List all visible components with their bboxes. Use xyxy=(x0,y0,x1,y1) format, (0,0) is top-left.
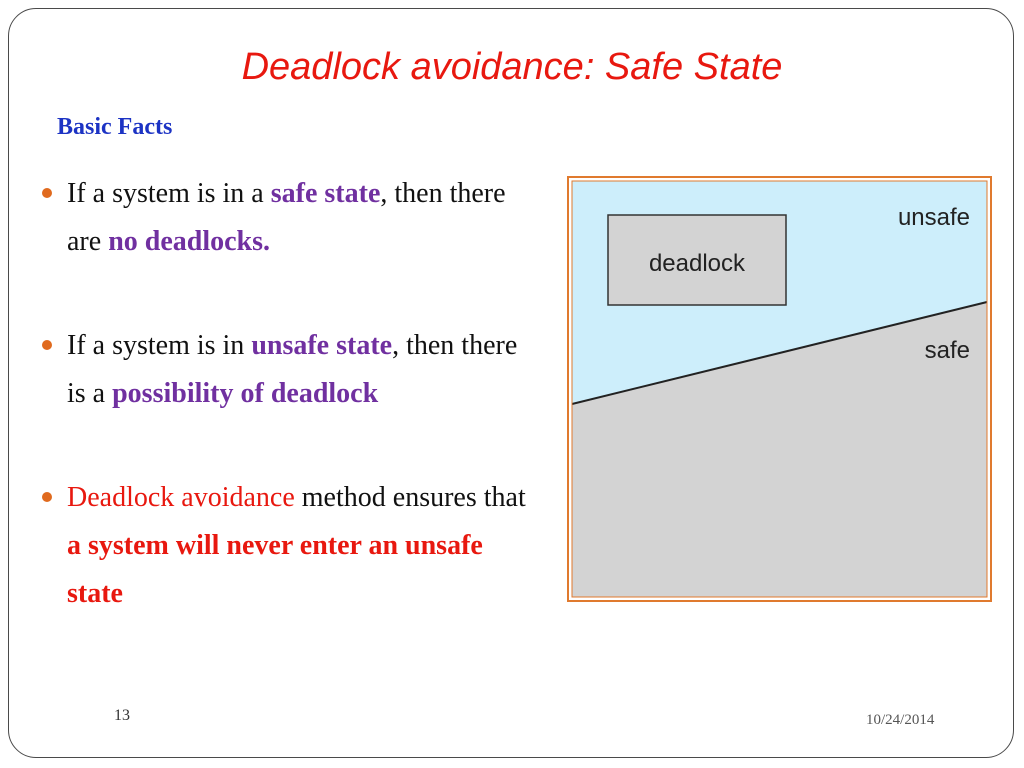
slide-subtitle: Basic Facts xyxy=(57,114,173,140)
bullet-list xyxy=(36,170,536,674)
safe-label: safe xyxy=(924,337,970,364)
slide-number: 13 xyxy=(114,707,130,724)
bullet-text: Deadlock avoidance method ensures that a system will never enter an unsafe state xyxy=(67,482,526,609)
bullet-text: If a system is in unsafe state, then there is a possibility of deadlock xyxy=(67,330,518,409)
bullet-marker-icon xyxy=(42,188,52,198)
bullet-marker-icon xyxy=(42,340,52,350)
bullet-text: If a system is in a safe state, then there are no deadlocks. xyxy=(67,178,506,257)
bullet-item xyxy=(36,170,536,266)
slide-title: Deadlock avoidance: Safe State xyxy=(241,46,783,88)
bullet-item xyxy=(36,474,536,618)
deadlock-label: deadlock xyxy=(648,250,746,277)
slide-date: 10/24/2014 xyxy=(866,712,935,728)
bullet-item xyxy=(36,322,536,418)
unsafe-label: unsafe xyxy=(897,204,970,231)
bullet-marker-icon xyxy=(42,492,52,502)
safe-unsafe-diagram xyxy=(567,176,992,602)
